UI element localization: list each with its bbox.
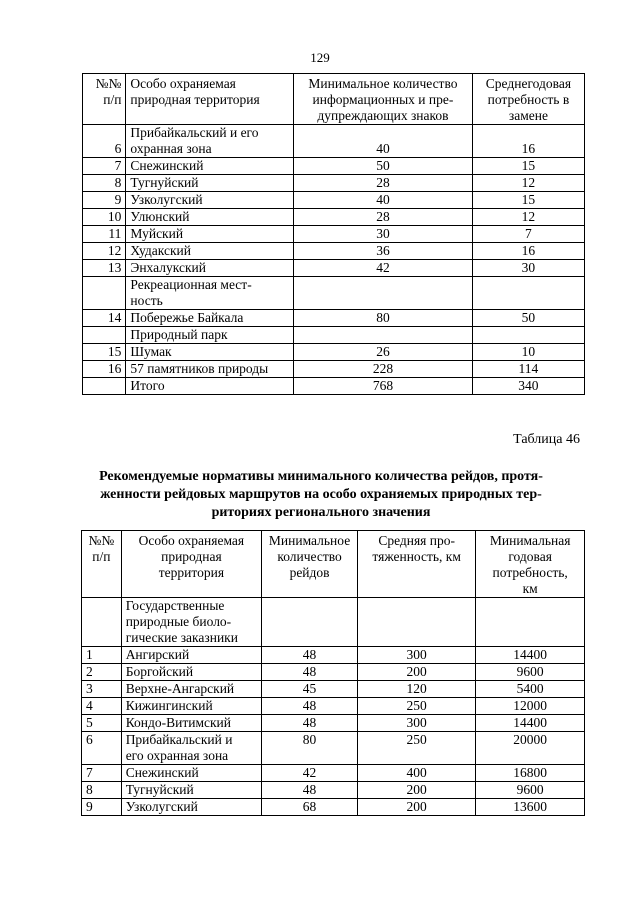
table-header-row	[82, 531, 585, 598]
page-number: 129	[310, 50, 330, 65]
cell-avg-need: 340	[472, 378, 584, 395]
cell-min-raids: 45	[262, 681, 358, 698]
cell-min-signs: 36	[294, 243, 473, 260]
cell-territory: Государственные природные биоло- гические заказники	[121, 598, 261, 647]
cell-min-need: 16800	[476, 765, 585, 782]
column-header-territory: Особо охраняемая природная территория	[121, 531, 261, 598]
cell-min-signs	[294, 327, 473, 344]
table-row	[83, 226, 585, 243]
cell-territory: Узколугский	[126, 192, 294, 209]
cell-territory: Кижингинский	[121, 698, 261, 715]
cell-num: 6	[82, 732, 122, 765]
table-title: Рекомендуемые нормативы минимального количества рейдов, протя- женности рейдовых маршрутов на особо охраняемых природных тер- риториях регионального значения	[99, 469, 543, 520]
cell-avg-length: 120	[358, 681, 476, 698]
cell-min-need: 9600	[476, 664, 585, 681]
cell-min-signs: 42	[294, 260, 473, 277]
cell-min-raids	[262, 598, 358, 647]
cell-num	[83, 378, 126, 395]
table-row	[82, 765, 585, 782]
cell-num	[83, 277, 126, 310]
cell-avg-length: 250	[358, 732, 476, 765]
table-row	[83, 125, 585, 158]
cell-min-need: 14400	[476, 715, 585, 732]
cell-min-signs: 40	[294, 192, 473, 209]
cell-min-signs: 50	[294, 158, 473, 175]
table-row	[83, 243, 585, 260]
cell-territory: Снежинский	[126, 158, 294, 175]
cell-num	[82, 598, 122, 647]
table-row	[83, 277, 585, 310]
table-row	[83, 327, 585, 344]
cell-min-signs: 228	[294, 361, 473, 378]
cell-min-signs: 26	[294, 344, 473, 361]
cell-min-need: 9600	[476, 782, 585, 799]
cell-min-signs: 30	[294, 226, 473, 243]
table-row	[82, 799, 585, 816]
cell-territory: Муйский	[126, 226, 294, 243]
cell-num: 6	[83, 125, 126, 158]
cell-territory: Шумак	[126, 344, 294, 361]
cell-num: 11	[83, 226, 126, 243]
cell-territory: Энхалукский	[126, 260, 294, 277]
cell-avg-need: 50	[472, 310, 584, 327]
table-row	[83, 192, 585, 209]
table-row	[83, 209, 585, 226]
cell-avg-need: 15	[472, 192, 584, 209]
table-row	[82, 715, 585, 732]
table-row	[83, 361, 585, 378]
cell-territory: Прибайкальский и его охранная зона	[121, 732, 261, 765]
cell-avg-need	[472, 327, 584, 344]
raids-table-body	[82, 598, 585, 816]
cell-num: 8	[82, 782, 122, 799]
cell-territory: Кондо-Витимский	[121, 715, 261, 732]
cell-min-need: 14400	[476, 647, 585, 664]
table-row	[82, 647, 585, 664]
cell-avg-length: 250	[358, 698, 476, 715]
column-header-min-raids: Минимальное количество рейдов	[262, 531, 358, 598]
cell-min-signs	[294, 277, 473, 310]
table-header-row	[83, 74, 585, 125]
cell-min-raids: 48	[262, 647, 358, 664]
cell-avg-need: 10	[472, 344, 584, 361]
cell-num: 16	[83, 361, 126, 378]
cell-num: 10	[83, 209, 126, 226]
cell-territory: Рекреационная мест- ность	[126, 277, 294, 310]
column-header-avg-need: Среднегодовая потребность в замене	[472, 74, 584, 125]
table-label: Таблица 46	[513, 432, 580, 447]
cell-territory: 57 памятников природы	[126, 361, 294, 378]
cell-territory: Боргойский	[121, 664, 261, 681]
cell-territory: Узколугский	[121, 799, 261, 816]
signs-table	[82, 73, 585, 395]
cell-territory: Тугнуйский	[121, 782, 261, 799]
cell-territory: Верхне-Ангарский	[121, 681, 261, 698]
cell-num: 5	[82, 715, 122, 732]
table-row	[82, 698, 585, 715]
column-header-min-need: Минимальная годовая потребность, км	[476, 531, 585, 598]
cell-avg-need: 15	[472, 158, 584, 175]
cell-avg-need: 12	[472, 209, 584, 226]
table-row	[82, 782, 585, 799]
cell-num: 14	[83, 310, 126, 327]
column-header-territory: Особо охраняемая природная территория	[126, 74, 294, 125]
cell-num: 12	[83, 243, 126, 260]
cell-num: 7	[83, 158, 126, 175]
cell-avg-length: 300	[358, 647, 476, 664]
table-row	[83, 175, 585, 192]
cell-min-raids: 80	[262, 732, 358, 765]
cell-min-signs: 40	[294, 125, 473, 158]
cell-avg-length: 200	[358, 664, 476, 681]
cell-min-signs: 28	[294, 209, 473, 226]
cell-num: 3	[82, 681, 122, 698]
table-row	[83, 344, 585, 361]
column-header-avg-length: Средняя про- тяженность, км	[358, 531, 476, 598]
cell-num: 7	[82, 765, 122, 782]
cell-territory: Природный парк	[126, 327, 294, 344]
table-row	[82, 681, 585, 698]
cell-territory: Снежинский	[121, 765, 261, 782]
cell-territory: Худакский	[126, 243, 294, 260]
cell-min-need: 20000	[476, 732, 585, 765]
cell-min-need: 12000	[476, 698, 585, 715]
column-header-num: №№ п/п	[82, 531, 122, 598]
table-row	[82, 732, 585, 765]
signs-table-body	[83, 125, 585, 395]
cell-avg-length: 200	[358, 799, 476, 816]
table-row	[83, 310, 585, 327]
cell-num: 4	[82, 698, 122, 715]
column-header-min-signs: Минимальное количество информационных и пре- дупреждающих знаков	[294, 74, 473, 125]
table-row	[83, 260, 585, 277]
cell-territory: Побережье Байкала	[126, 310, 294, 327]
cell-avg-need: 16	[472, 125, 584, 158]
cell-num: 1	[82, 647, 122, 664]
table-row	[83, 378, 585, 395]
cell-avg-need: 30	[472, 260, 584, 277]
cell-min-raids: 48	[262, 698, 358, 715]
cell-territory: Тугнуйский	[126, 175, 294, 192]
cell-avg-length: 300	[358, 715, 476, 732]
cell-min-raids: 68	[262, 799, 358, 816]
column-header-num: №№ п/п	[83, 74, 126, 125]
cell-min-need: 5400	[476, 681, 585, 698]
cell-avg-need: 16	[472, 243, 584, 260]
cell-num: 9	[82, 799, 122, 816]
cell-num: 15	[83, 344, 126, 361]
cell-avg-length	[358, 598, 476, 647]
table-row	[82, 598, 585, 647]
cell-num: 2	[82, 664, 122, 681]
cell-avg-length: 200	[358, 782, 476, 799]
cell-min-raids: 48	[262, 782, 358, 799]
cell-territory: Итого	[126, 378, 294, 395]
cell-num	[83, 327, 126, 344]
cell-avg-length: 400	[358, 765, 476, 782]
cell-min-signs: 768	[294, 378, 473, 395]
cell-avg-need: 7	[472, 226, 584, 243]
cell-min-raids: 48	[262, 715, 358, 732]
cell-min-need: 13600	[476, 799, 585, 816]
cell-min-need	[476, 598, 585, 647]
cell-avg-need: 12	[472, 175, 584, 192]
cell-min-signs: 80	[294, 310, 473, 327]
cell-num: 8	[83, 175, 126, 192]
table-row	[83, 158, 585, 175]
raids-table	[81, 530, 585, 816]
cell-num: 13	[83, 260, 126, 277]
cell-min-raids: 48	[262, 664, 358, 681]
cell-avg-need	[472, 277, 584, 310]
cell-territory: Улюнский	[126, 209, 294, 226]
table-row	[82, 664, 585, 681]
cell-min-raids: 42	[262, 765, 358, 782]
cell-min-signs: 28	[294, 175, 473, 192]
cell-territory: Ангирский	[121, 647, 261, 664]
cell-territory: Прибайкальский и его охранная зона	[126, 125, 294, 158]
cell-num: 9	[83, 192, 126, 209]
cell-avg-need: 114	[472, 361, 584, 378]
